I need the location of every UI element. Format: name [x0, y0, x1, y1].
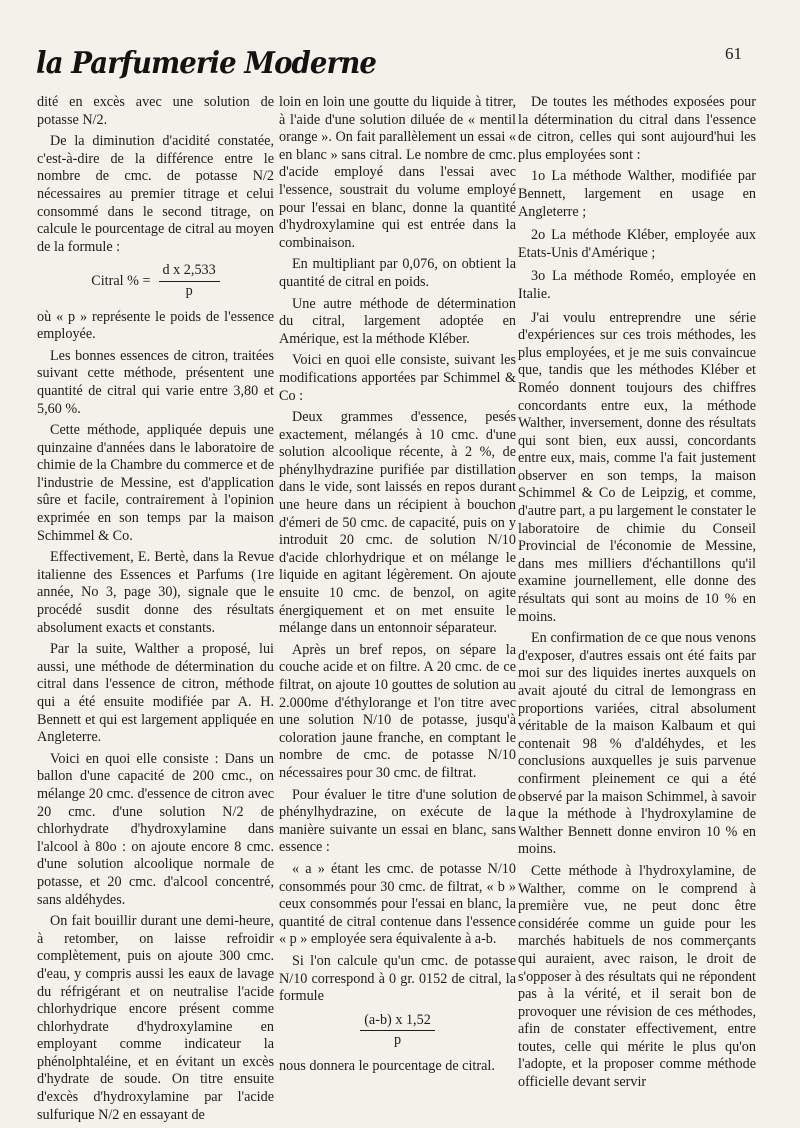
- journal-masthead: la Parfumerie Moderne: [36, 46, 376, 81]
- paragraph: où « p » représente le poids de l'essence employée.: [37, 308, 274, 343]
- paragraph: De la diminution d'acidité constatée, c'est-à-dire de la différence entre le nombre de cmc. de potasse N/2 nécessaires au premier titrage et celui consommé dans le second titrage, on calcule le pourcentage de citral au moyen de la formule :: [37, 133, 274, 255]
- paragraph: Cette méthode à l'hydroxylamine, de Walther, comme on le comprend à première vue, ne peut donc être considérée comme un guide pour les marchés habituels de nos commerçants qui auraient, avec raison, le droit de s'opposer à des résultats qui ne répondent pas à la vérité, et il serait bon de provoquer une révision de ces méthodes, afin de constater effectivement, entre toutes, celle qui mérite le plus qu'on l'adopte, et la proposer comme méthode officielle devant servir: [518, 862, 756, 1091]
- paragraph: « a » étant les cmc. de potasse N/10 consommés pour 30 cmc. de filtrat, « b » ceux consommés pour l'essai en blanc, la quantité de citral contenue dans l'essence « p » employée sera équivalente à a-b.: [279, 860, 516, 948]
- paragraph: On fait bouillir durant une demi-heure, à retomber, on laisse refroidir complètement, puis on ajoute 300 cmc. d'eau, y compris aussi les eaux de lavage du réfrigérant et on neutralise l'acide chlorhydrique encore présent comme chlorhydrate d'hydroxylamine en employant comme indicateur la phénolphtaléine, et en évitant un excès d'hydrate de soude. On titre ensuite d'excès d'hydroxylamine par l'acide sulfurique N/2 en essayant de: [37, 913, 274, 1123]
- paragraph: En multipliant par 0,076, on obtient la quantité de citral en poids.: [279, 256, 516, 290]
- paragraph: loin en loin une goutte du liquide à titrer, à l'aide d'une solution diluée de « mentil orange ». On fait parallèlement un essai « en blanc » sans citral. Le nombre de cmc. d'acide employé dans l'essai avec l'essence, soustrait du volume employé pour l'essai en blanc, donne la quantité d'hydroxylamine qui est entrée dans la combinaison.: [279, 94, 516, 251]
- paragraph: Si l'on calcule qu'un cmc. de potasse N/10 correspond à 0 gr. 0152 de citral, la formule: [279, 952, 516, 1005]
- formula-fraction: [159, 262, 220, 300]
- paragraph: Deux grammes d'essence, pesés exactement, mélangés à 10 cmc. d'une solution alcoolique récente, à 2 %, de phénylhydrazine purifiée par distillation dans le vide, sont laissés en repos durant une heure dans un récipient à bouchon d'émeri de 50 cmc. de capacité, puis on y introduit 20 cmc. de solution N/10 d'acide chlorhydrique et on mélange le liquide en agitant légèrement. On ajoute ensuite 10 cmc. de benzol, on agite énergiquement et on met ensuite le mélange dans un entonnoir séparateur.: [279, 409, 516, 637]
- formula-denominator: p: [185, 282, 193, 299]
- column-1: [37, 94, 274, 1128]
- paragraph: Pour évaluer le titre d'une solution de phénylhydrazine, on exécute de la manière suivante un essai en blanc, sans essence :: [279, 786, 516, 856]
- paragraph: Voici en quoi elle consiste, suivant les modifications apportées par Schimmel & Co :: [279, 352, 516, 404]
- paragraph: De toutes les méthodes exposées pour la détermination du citral dans l'essence de citron, celles qui sont aujourd'hui les plus employées sont :: [518, 94, 756, 163]
- citral-formula: [37, 262, 274, 300]
- paragraph: Après un bref repos, on sépare la couche acide et on filtre. A 20 cmc. de ce filtrat, on ajoute 10 gouttes de solution au 2.000me d'éthylorange et l'on titre avec une solution N/10 de potasse, jusqu'à coloration jaune franche, en comptant le nombre de cmc. de potasse N/10 nécessaires pour 30 cmc. de filtrat.: [279, 641, 516, 781]
- paragraph: Par la suite, Walther a proposé, lui aussi, une méthode de détermination du citral dans l'essence de citron, méthode qui a été ensuite modifiée par A. H. Bennett et qui est largement appliquée en Angleterre.: [37, 641, 274, 746]
- paragraph: J'ai voulu entreprendre une série d'expériences sur ces trois méthodes, les plus employées, et je me suis convaincue que, tandis que les méthodes Kléber et Roméo donnent toujours des chiffres concordants entre eux, la méthode Walther, inversement, donne des résultats qui sont bien, eux aussi, concordants entre eux, mais, comme l'a fait justement observer en son temps, la maison Schimmel & Co de Leipzig, et comme, d'autre part, a pu largement le constater le laboratoire de chimie du Conseil Provincial de l'économie de Messine, dans mes milliers d'échantillons qu'il examine journellement, elle donne des résultats qui sont au moins de 10 % en moins.: [518, 309, 756, 625]
- column-2: [279, 94, 516, 1079]
- paragraph: Cette méthode, appliquée depuis une quinzaine d'années dans le laboratoire de chimie de la Chambre du commerce et de l'industrie de Messine, est d'application sûre et facile, contrairement à l'opinion exprimée en son temps par la maison Schimmel & Co.: [37, 422, 274, 544]
- list-item: 1o La méthode Walther, modifiée par Bennett, largement en usage en Angleterre ;: [518, 168, 756, 220]
- paragraph: En confirmation de ce que nous venons d'exposer, d'autres essais ont été faits par moi sur des liquides inertes auxquels on avait ajouté du citral de lemongrass en proportions variées, citral absolument véritable de la maison Kalbaum et qui contenait 98 % d'aldéhydes, et les conclusions auxquelles je suis parvenue confirment pleinement ce qui a été observé par la maison Schimmel, à savoir que la méthode à l'hydroxylamine de Walther Bennett donne environ 10 % en moins.: [518, 630, 756, 858]
- paragraph: Effectivement, E. Bertè, dans la Revue italienne des Essences et Parfums (1re année, No 3, page 30), signale que le procédé susdit donne des résultats absolument exacts et constants.: [37, 549, 274, 636]
- list-item: 2o La méthode Kléber, employée aux Etats-Unis d'Amérique ;: [518, 227, 756, 261]
- list-item: 3o La méthode Roméo, employée en Italie.: [518, 268, 756, 302]
- formula-numerator: (a-b) x 1,52: [360, 1012, 435, 1032]
- formula-denominator: p: [393, 1032, 402, 1049]
- paragraph: Une autre méthode de détermination du citral, largement adoptée en Amérique, est la méthode Kléber.: [279, 295, 516, 347]
- kleber-formula: [279, 1012, 516, 1050]
- page-number: 61: [725, 44, 742, 63]
- formula-fraction: [360, 1012, 435, 1050]
- paragraph: Voici en quoi elle consiste : Dans un ballon d'une capacité de 200 cmc., on mélange 20 cmc. d'essence de citron avec 20 cmc. d'une solution N/2 de chlorhydrate d'hydroxylamine dans l'alcool à 80o : on ajoute encore 8 cmc. d'une solution alcoolique normale de potasse, et 20 cmc. d'alcool concentré, sans aldéhydes.: [37, 750, 274, 908]
- formula-lhs: Citral % =: [91, 272, 151, 289]
- paragraph: dité en excès avec une solution de potasse N/2.: [37, 94, 274, 128]
- column-3: [518, 94, 756, 1096]
- paragraph: nous donnera le pourcentage de citral.: [279, 1057, 495, 1074]
- formula-numerator: d x 2,533: [159, 262, 220, 282]
- paragraph: Les bonnes essences de citron, traitées suivant cette méthode, présentent une quantité de citral qui varie entre 3,80 et 5,60 %.: [37, 347, 274, 417]
